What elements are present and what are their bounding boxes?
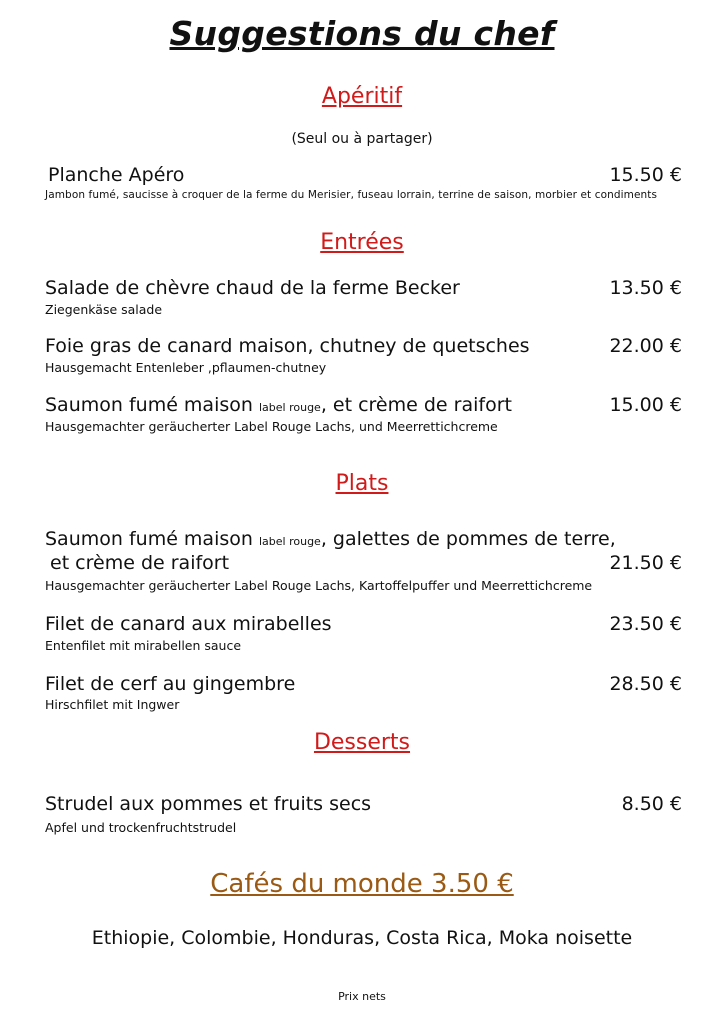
footer-note: Prix nets <box>338 990 386 1003</box>
dish-name-saumon-entree <box>45 394 512 416</box>
aperitif-note: (Seul ou à partager) <box>291 131 433 147</box>
label-rouge-note: label rouge <box>258 535 321 548</box>
dish-price-saumon-plat: 21.50 € <box>609 552 682 574</box>
dish-desc-salade-chevre: Ziegenkäse salade <box>45 302 163 317</box>
dish-name-planche-apero: Planche Apéro <box>48 164 185 186</box>
dish-name-filet-canard: Filet de canard aux mirabelles <box>45 613 332 635</box>
section-heading-aperitif: Apéritif <box>321 84 403 109</box>
section-heading-plats: Plats <box>335 471 389 496</box>
label-rouge-note: label rouge <box>258 401 321 414</box>
dish-price-saumon-entree: 15.00 € <box>609 394 682 416</box>
dish-price-salade-chevre: 13.50 € <box>609 277 682 299</box>
dish-desc-filet-canard: Entenfilet mit mirabellen sauce <box>45 638 242 653</box>
dish-price-filet-cerf: 28.50 € <box>609 673 682 695</box>
section-heading-cafes: Cafés du monde 3.50 € <box>210 869 514 899</box>
dish-desc-strudel: Apfel und trockenfruchtstrudel <box>45 820 237 835</box>
dish-name-part: , galettes de pommes de terre, <box>320 528 616 550</box>
dish-desc-saumon-entree: Hausgemachter geräucherter Label Rouge Lachs, und Meerrettichcreme <box>45 419 498 434</box>
page-title: Suggestions du chef <box>169 14 555 53</box>
dish-name-filet-cerf: Filet de cerf au gingembre <box>45 673 296 695</box>
dish-name-part: , et crème de raifort <box>320 394 512 416</box>
dish-desc-planche-apero: Jambon fumé, saucisse à croquer de la ferme du Merisier, fuseau lorrain, terrine de saison, morbier et condiments <box>45 189 658 201</box>
dish-name-saumon-plat-line2: et crème de raifort <box>50 552 230 574</box>
section-heading-desserts: Desserts <box>313 730 411 755</box>
cafe-origins: Ethiopie, Colombie, Honduras, Costa Rica, Moka noisette <box>91 927 633 949</box>
dish-price-strudel: 8.50 € <box>621 793 682 815</box>
dish-name-saumon-plat <box>45 528 616 550</box>
dish-price-planche-apero: 15.50 € <box>609 164 682 186</box>
dish-desc-foie-gras: Hausgemacht Entenleber ,pflaumen-chutney <box>45 360 327 375</box>
section-heading-entrees: Entrées <box>320 230 404 255</box>
dish-desc-saumon-plat: Hausgemachter geräucherter Label Rouge Lachs, Kartoffelpuffer und Meerrettichcreme <box>45 578 593 593</box>
dish-price-foie-gras: 22.00 € <box>609 335 682 357</box>
dish-name-strudel: Strudel aux pommes et fruits secs <box>45 793 372 815</box>
dish-name-part: Saumon fumé maison <box>45 528 253 550</box>
dish-name-foie-gras: Foie gras de canard maison, chutney de quetsches <box>45 335 530 357</box>
dish-desc-filet-cerf: Hirschfilet mit Ingwer <box>45 697 180 712</box>
dish-price-filet-canard: 23.50 € <box>609 613 682 635</box>
dish-name-salade-chevre: Salade de chèvre chaud de la ferme Becker <box>45 277 460 299</box>
dish-name-part: Saumon fumé maison <box>45 394 253 416</box>
